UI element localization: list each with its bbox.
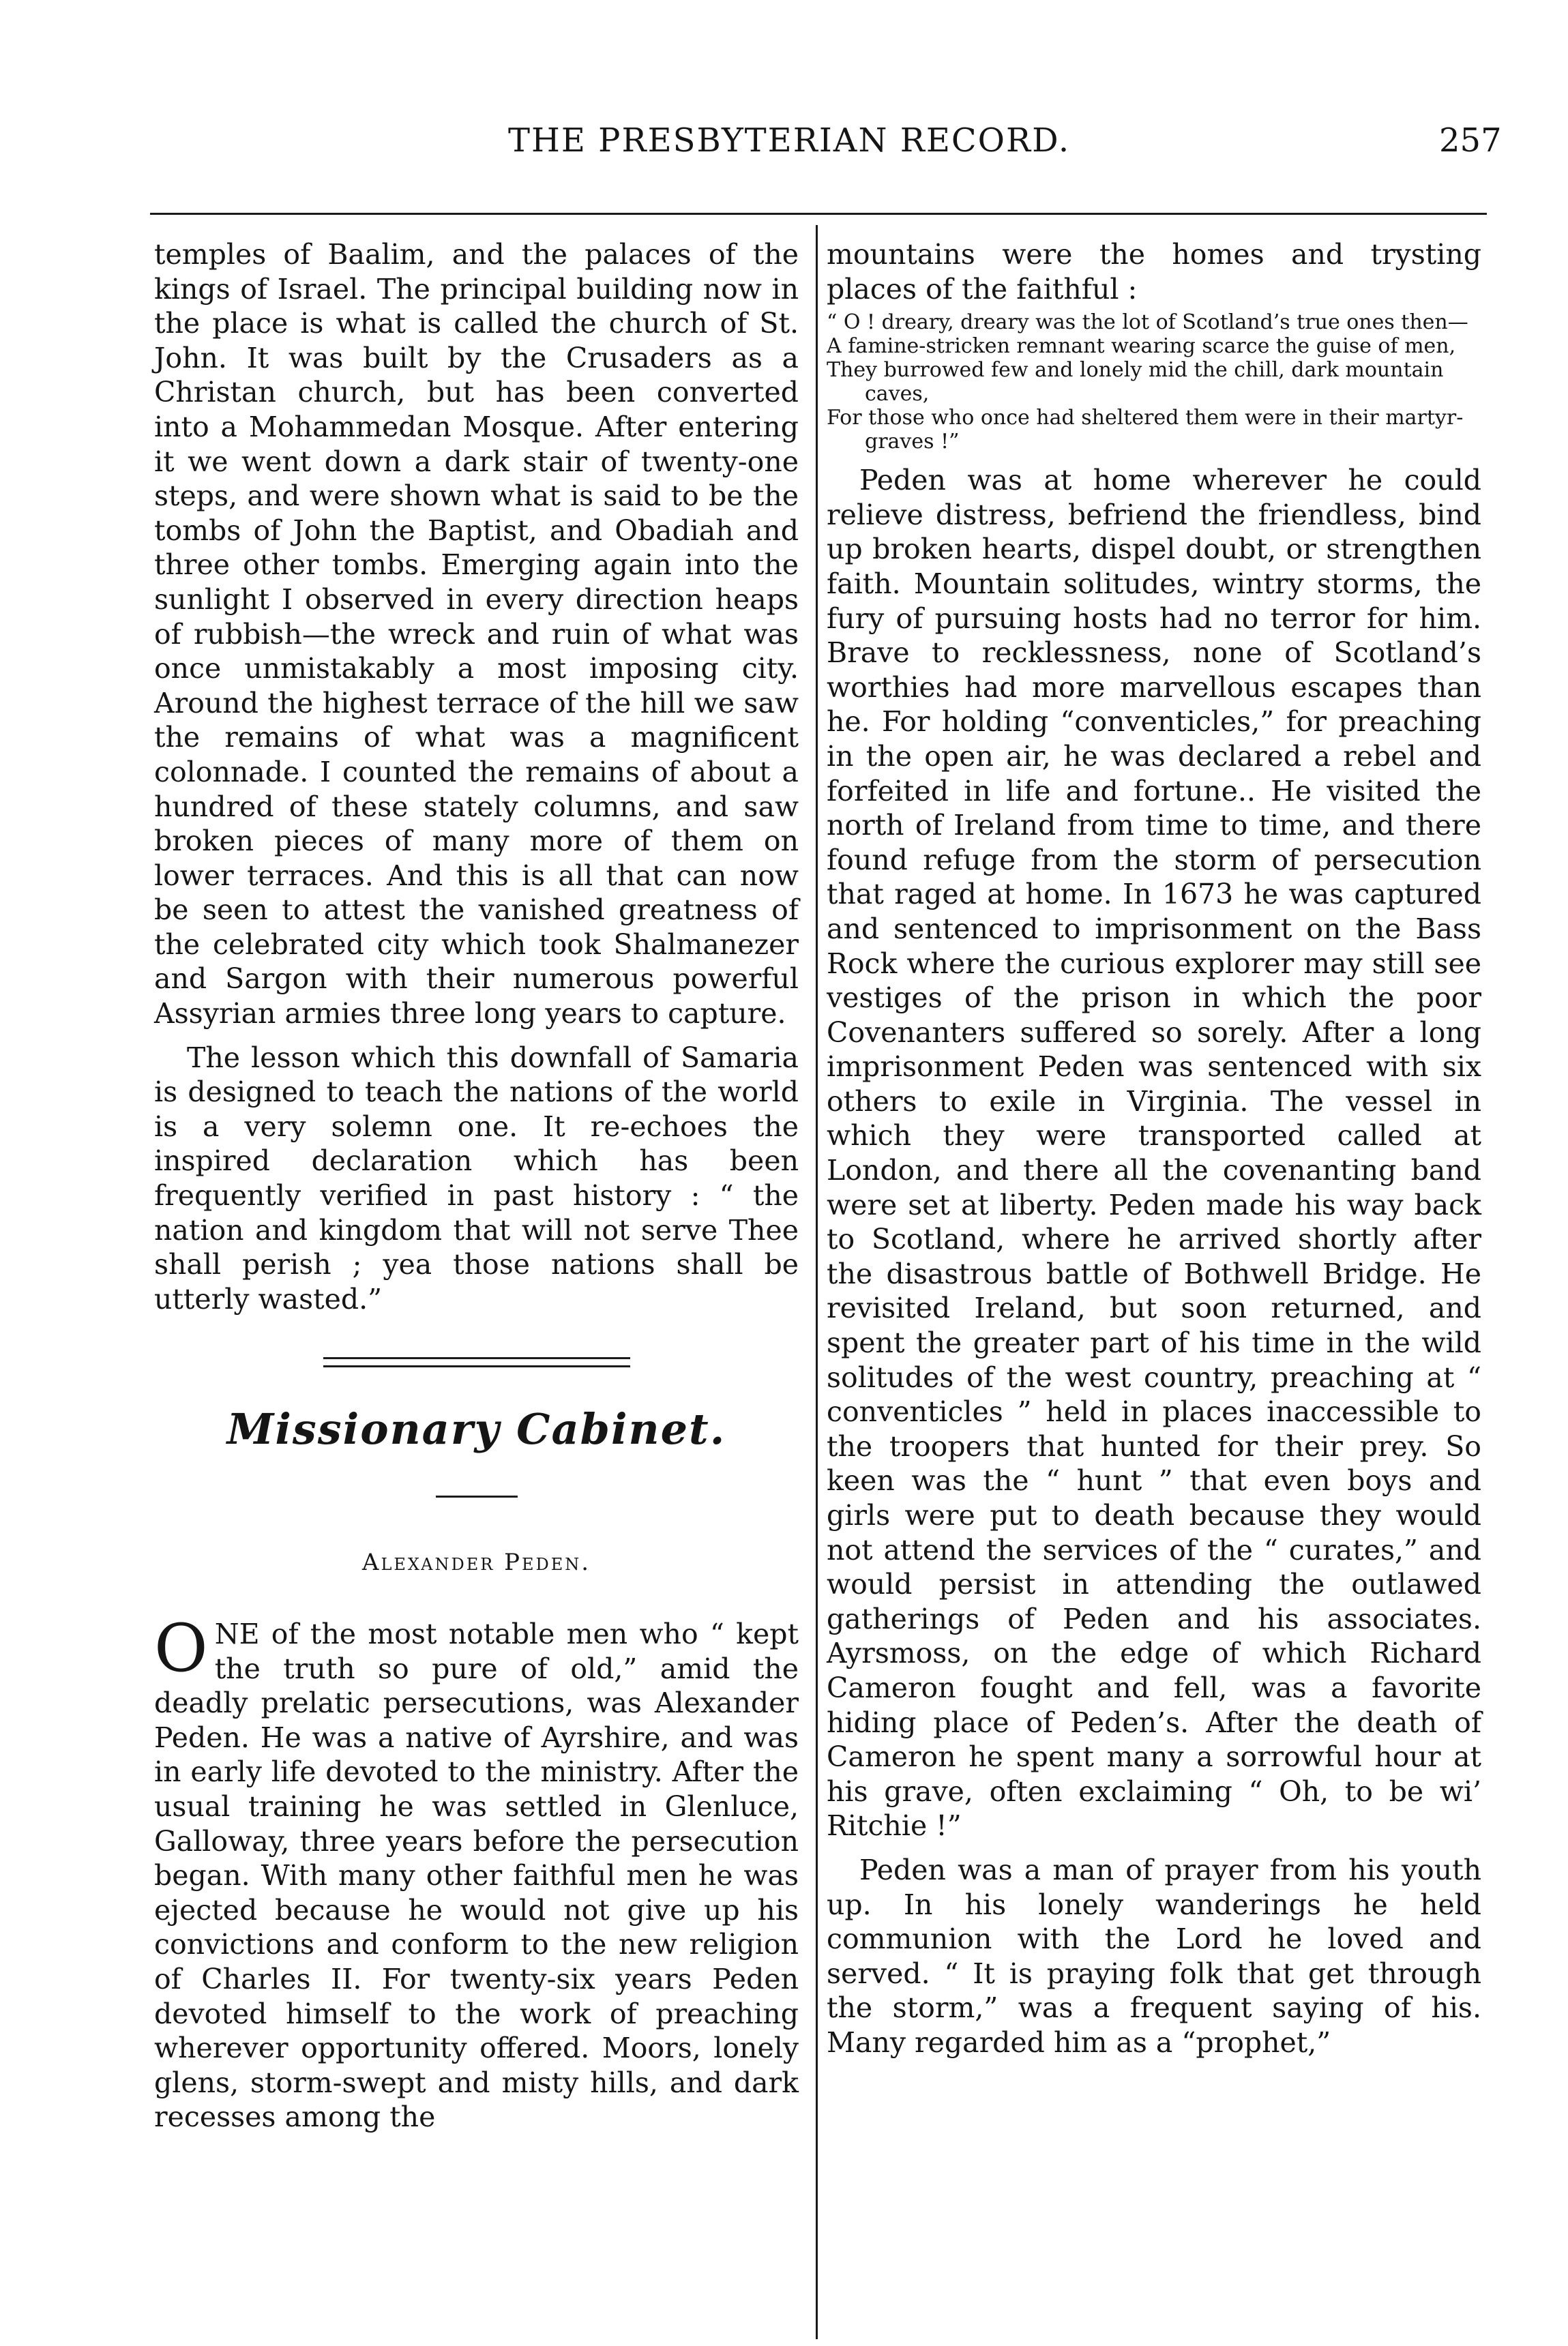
article-opening-text: NE of the most notable men who “ kept the truth so pure of old,” amid the deadly prelatic persecutions, was Alexander Peden. He was a native of Ayrshire, and was in early life devoted to the ministry. After the usual training he was settled in Glenluce, Galloway, three years before the persecution began. With many other faithful men he was ejected because he would not give up his convictions and conform to the new religion of Charles II. For twenty-six years Peden devoted himself to the work of preaching wherever opportunity offered. Moors, lonely glens, storm-swept and misty hills, and dark recesses among the bbox=[154, 1618, 799, 2134]
right-column bbox=[827, 237, 1481, 2060]
left-paragraph-samaria: temples of Baalim, and the palaces of the kings of Israel. The principal building now in the place is what is called the church of St. John. It was built by the Crusaders as a Christan church, but has been converted into a Mohammedan Mosque. After entering it we went down a dark stair of twenty-one steps, and were shown what is said to be the tombs of John the Baptist, and Obadiah and three other tombs. Emerging again into the sunlight I observed in every direction heaps of rubbish—the wreck and ruin of what was once unmistakably a most imposing city. Around the highest terrace of the hill we saw the remains of what was a magnificent colonnade. I counted the remains of about a hundred of these stately columns, and saw broken pieces of many more of them on lower terraces. And this is all that can now be seen to attest the vanished greatness of the celebrated city which took Shalmanezer and Sargon with their numerous powerful Assyrian armies three long years to capture. bbox=[154, 238, 799, 1030]
column-divider bbox=[816, 225, 818, 2339]
journal-title: THE PRESBYTERIAN RECORD. bbox=[508, 121, 1071, 160]
article-title: Alexander Peden. bbox=[361, 1549, 591, 1577]
poem-line: They burrowed few and lonely mid the chill, dark mountain caves, bbox=[827, 358, 1444, 406]
right-paragraph-mountains: mountains were the homes and trysting places of the faithful : bbox=[827, 238, 1481, 306]
paragraph-gap bbox=[154, 1031, 799, 1041]
section-short-rule bbox=[436, 1496, 518, 1498]
right-paragraph-peden-home: Peden was at home wherever he could relieve distress, befriend the friendless, bind up broken hearts, dispel doubt, or strengthen faith. Mountain solitudes, wintry storms, the fury of pursuing hosts had no terror for him. Brave to recklessness, none of Scotland’s worthies had more marvellous escapes than he. For holding “conventicles,” for preaching in the open air, he was declared a rebel and forfeited in life and fortune.. He visited the north of Ireland from time to time, and there found refuge from the storm of persecution that raged at home. In 1673 he was captured and sentenced to imprisonment on the Bass Rock where the curious explorer may still see vestiges of the prison in which the poor Covenanters suffered so sorely. After a long imprisonment Peden was sentenced with six others to exile in Virginia. The vessel in which they were transported called at London, and there all the covenanting band were set at liberty. Peden made his way back to Scotland, where he arrived shortly after the disastrous battle of Bothwell Bridge. He revisited Ireland, but soon returned, and spent the greater part of his time in the wild solitudes of the west country, preaching at “ conventicles ” held in places inaccessible to the troopers that hunted for their prey. So keen was the “ hunt ” that even boys and girls were put to death because they would not attend the services of the “ curates,” and would persist in attending the outlawed gatherings of Peden and his associates. Ayrsmoss, on the edge of which Richard Cameron fought and fell, was a favorite hiding place of Peden’s. After the death of Cameron he spent many a sorrowful hour at his grave, often exclaiming “ Oh, to be wi’ Ritchie !” bbox=[827, 464, 1481, 1843]
article-opening-paragraph bbox=[154, 1610, 799, 2135]
poem-line: A famine-stricken remnant wearing scarce the guise of men, bbox=[827, 334, 1456, 359]
running-head bbox=[0, 121, 1568, 169]
right-paragraph-prayer: Peden was a man of prayer from his youth up. In his lonely wanderings he held communion with the Lord he loved and served. “ It is praying folk that get through the storm,” was a frequent saying of his. Many regarded him as a “prophet,” bbox=[827, 1853, 1481, 2059]
paragraph-gap bbox=[827, 1843, 1481, 1853]
page-number: 257 bbox=[1439, 121, 1502, 160]
poem-quotation bbox=[827, 310, 1481, 454]
poem-line: For those who once had sheltered them were in their martyr-graves !” bbox=[827, 406, 1464, 454]
poem-line: “ O ! dreary, dreary was the lot of Scotland’s true ones then— bbox=[827, 310, 1468, 335]
left-column bbox=[154, 237, 799, 2135]
section-double-rule bbox=[323, 1357, 630, 1367]
section-title: Missionary Cabinet. bbox=[226, 1404, 726, 1455]
left-paragraph-lesson: The lesson which this downfall of Samaria is designed to teach the nations of the world is a very solemn one. It re-echoes the inspired declaration which has been frequently verified in past history : “ the nation and kingdom that will not serve Thee shall perish ; yea those nations shall be utterly wasted.” bbox=[154, 1041, 799, 1316]
header-rule bbox=[150, 213, 1487, 215]
drop-cap-letter: O bbox=[154, 1610, 208, 1687]
